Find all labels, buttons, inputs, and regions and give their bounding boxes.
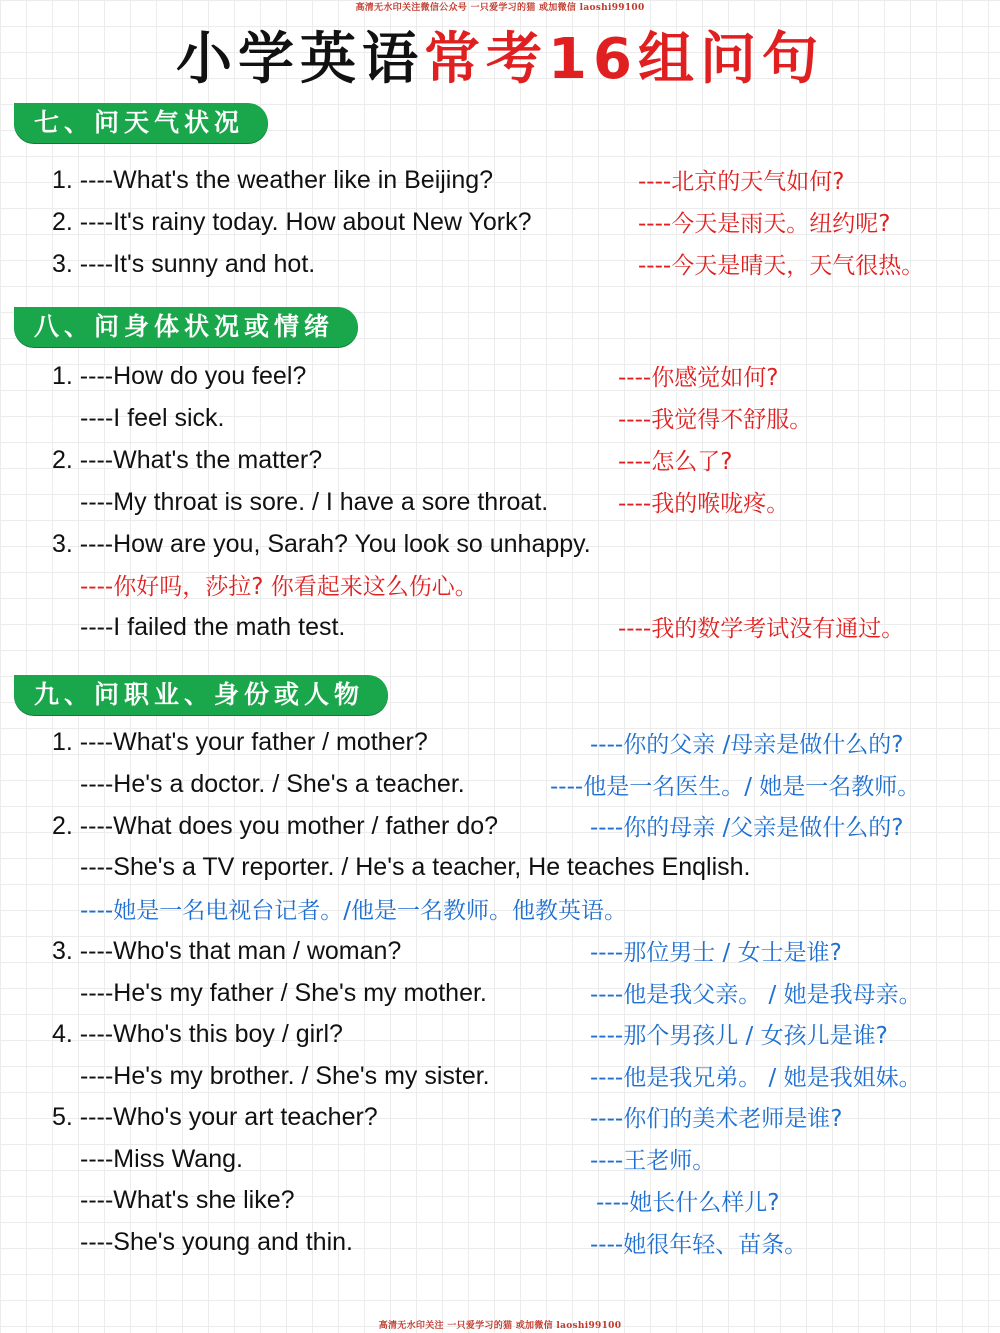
sec8-line-2-en: ----I feel sick.: [80, 404, 225, 432]
sec8-line-1-cn: ----你感觉如何?: [618, 365, 779, 391]
sec9-line-12-en: ----What's she like?: [80, 1186, 295, 1214]
sec8-line-7-cn: ----我的数学考试没有通过。: [618, 616, 905, 642]
sec9-line-10-en: 5. ----Who's your art teacher?: [52, 1103, 378, 1131]
sec9-line-4-en: ----She's a TV reporter. / He's a teacher, He teaches Enqlish.: [80, 853, 751, 881]
sec9-line-13-cn: ----她很年轻、苗条。: [590, 1232, 808, 1258]
sec7-line-1-en: 1. ----What's the weather like in Beijing?: [52, 166, 494, 194]
sec9-line-11-cn: ----王老师。: [590, 1148, 716, 1174]
sec9-line-1-en: 1. ----What's your father / mother?: [52, 728, 428, 756]
sec9-line-13-en: ----She's young and thin.: [80, 1228, 353, 1256]
sec8-line-2-cn: ----我觉得不舒服。: [618, 407, 813, 433]
sec8-line-1-en: 1. ----How do you feel?: [52, 362, 307, 390]
sec9-line-2-cn: ----他是一名医生。/ 她是一名教师。: [550, 774, 921, 800]
sec9-line-8-cn: ----那个男孩儿 / 女孩儿是谁?: [590, 1023, 888, 1049]
sec7-line-1-cn: ----北京的天气如何?: [638, 169, 845, 195]
title-black-part: 小学英语: [176, 27, 425, 92]
sec9-line-3-cn: ----你的母亲 /父亲是做什么的?: [590, 815, 904, 841]
sec8-line-4-cn: ----我的喉咙疼。: [618, 491, 790, 517]
sec9-line-7-cn: ----他是我父亲。 / 她是我母亲。: [590, 982, 922, 1008]
title-red-part: 常考16组问句: [424, 27, 824, 92]
sec9-line-10-cn: ----你们的美术老师是谁?: [590, 1106, 843, 1132]
sec9-line-6-cn: ----那位男士 / 女士是谁?: [590, 940, 842, 966]
sec8-line-4-en: ----My throat is sore. / I have a sore throat.: [80, 488, 549, 516]
sec8-line-7-en: ----I failed the math test.: [80, 613, 346, 641]
sec9-line-1-cn: ----你的父亲 /母亲是做什么的?: [590, 732, 904, 758]
section-9-heading: 九、问职业、身份或人物: [14, 675, 388, 715]
section-7-heading: 七、问天气状况: [14, 103, 268, 143]
sec7-line-2-en: 2. ----It's rainy today. How about New York?: [52, 208, 532, 236]
sec9-line-11-en: ----Miss Wang.: [80, 1145, 243, 1173]
sec9-line-8-en: 4. ----Who's this boy / girl?: [52, 1020, 343, 1048]
sec9-line-2-en: ----He's a doctor. / She's a teacher.: [80, 770, 465, 798]
sec7-line-2-cn: ----今天是雨天。纽约呢?: [638, 211, 891, 237]
sec9-line-6-en: 3. ----Who's that man / woman?: [52, 937, 402, 965]
top-watermark: 高清无水印关注微信公众号 一只爱学习的猫 或加微信 laoshi99100: [355, 3, 645, 13]
sec7-line-3-en: 3. ----It's sunny and hot.: [52, 250, 316, 278]
sec9-line-3-en: 2. ----What does you mother / father do?: [52, 812, 499, 840]
sec7-line-3-cn: ----今天是晴天，天气很热。: [638, 253, 925, 279]
sec9-line-9-cn: ----他是我兄弟。 / 她是我姐妹。: [590, 1065, 922, 1091]
section-8-heading: 八、问身体状况或情绪: [14, 307, 358, 347]
bottom-watermark: 高清无水印关注 一只爱学习的猫 或加微信 laoshi99100: [378, 1321, 622, 1331]
sec9-line-12-cn: ----她长什么样儿?: [596, 1190, 780, 1216]
sec8-line-3-en: 2. ----What's the matter?: [52, 446, 323, 474]
sec9-line-5-cn: ----她是一名电视台记者。/他是一名教师。他教英语。: [80, 898, 627, 924]
sec9-line-7-en: ----He's my father / She's my mother.: [80, 979, 487, 1007]
sec8-line-5-en: 3. ----How are you, Sarah? You look so unhappy.: [52, 530, 591, 558]
sec9-line-9-en: ----He's my brother. / She's my sister.: [80, 1062, 490, 1090]
sec8-line-6-cn: ----你好吗，莎拉? 你看起来这么伤心。: [80, 574, 478, 600]
page-title: [0, 22, 1000, 98]
sec8-line-3-cn: ----怎么了?: [618, 449, 733, 475]
